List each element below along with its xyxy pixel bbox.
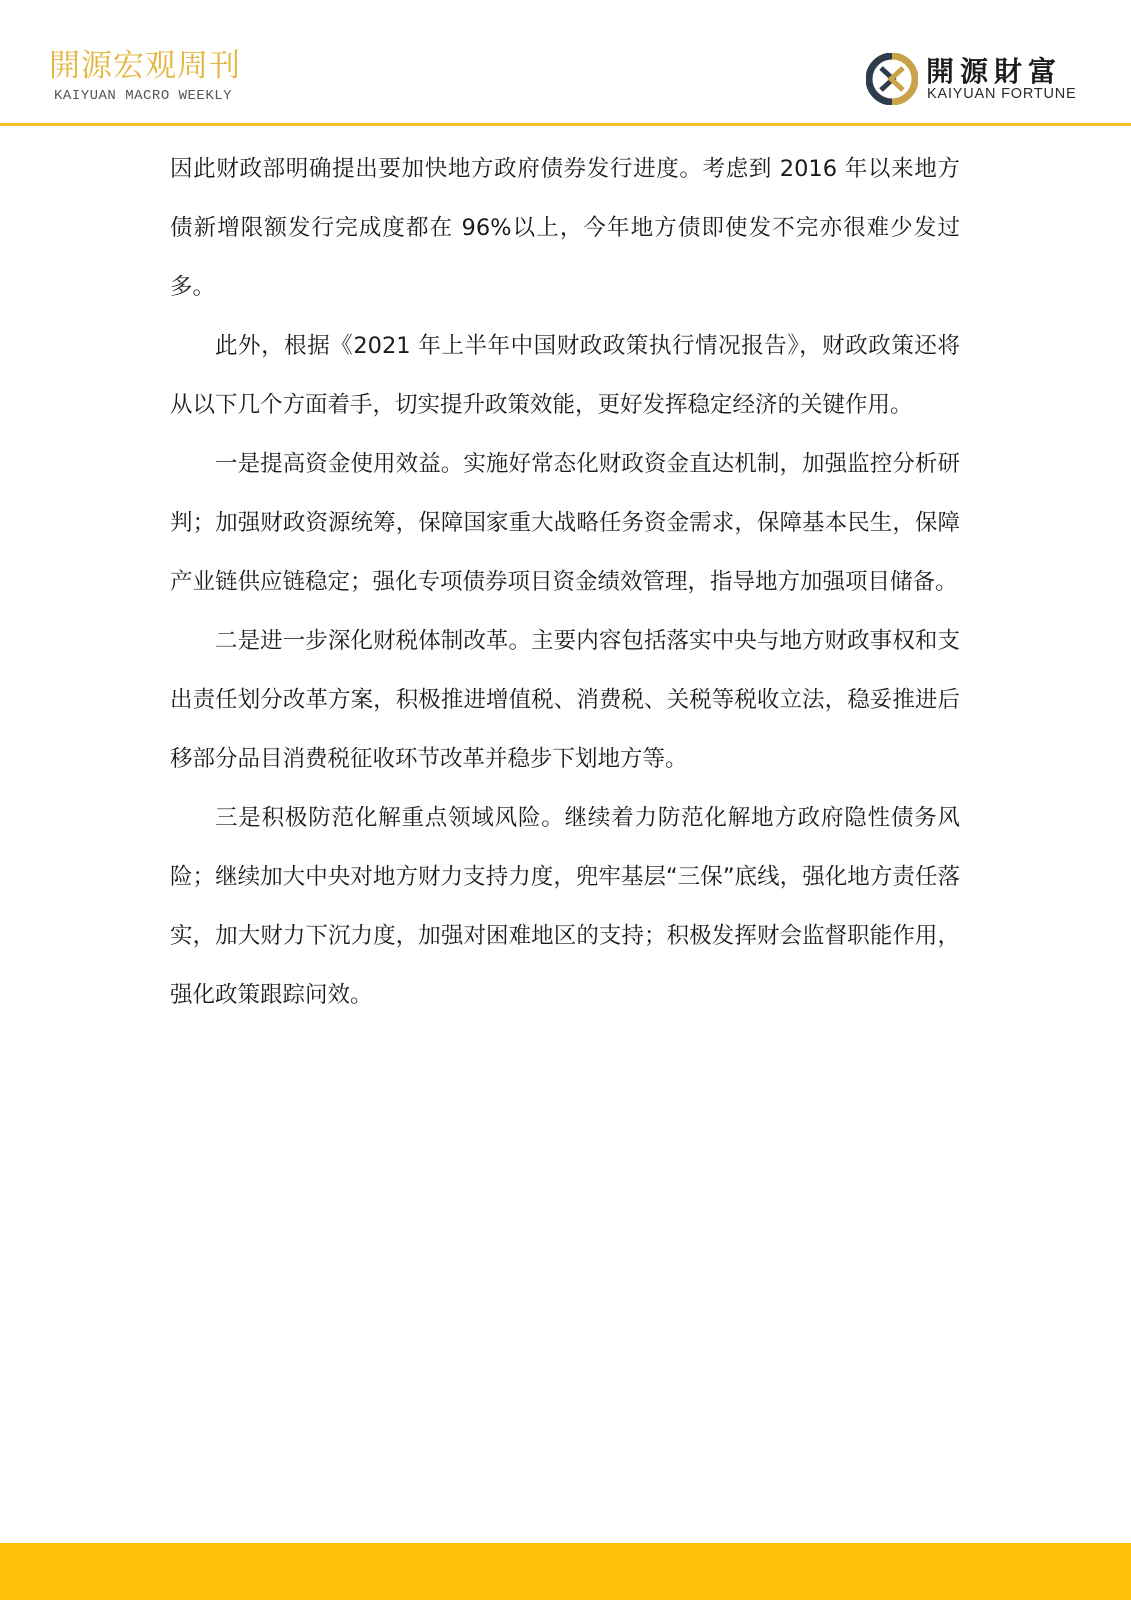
paragraph: 三是积极防范化解重点领域风险。继续着力防范化解地方政府隐性债务风险；继续加大中央对地方财力支持力度，兜牢基层“三保”底线，强化地方责任落实，加大财力下沉力度，加强对困难地区的支持；积极发挥财会监督职能作用，强化政策跟踪问效。 (170, 805, 960, 1008)
paragraph: 此外，根据《2021 年上半年中国财政政策执行情况报告》，财政政策还将从以下几个方面着手，切实提升政策效能，更好发挥稳定经济的关键作用。 (170, 333, 960, 418)
kaiyuan-k-logo-icon (866, 53, 918, 105)
publication-subtitle: KAIYUAN MACRO WEEKLY (54, 88, 233, 104)
paragraph: 一是提高资金使用效益。实施好常态化财政资金直达机制，加强监控分析研判；加强财政资源统筹，保障国家重大战略任务资金需求，保障基本民生，保障产业链供应链稳定；强化专项债券项目资金绩效管理，指导地方加强项目储备。 (170, 451, 960, 595)
paragraph: 二是进一步深化财税体制改革。主要内容包括落实中央与地方财政事权和支出责任划分改革方案，积极推进增值税、消费税、关税等税收立法，稳妥推进后移部分品目消费税征收环节改革并稳步下划地方等。 (170, 628, 960, 772)
publication-title: 開源宏观周刊 (49, 48, 241, 84)
header-divider (0, 123, 1131, 126)
page-header (0, 0, 1131, 126)
brand-english-name: KAIYUAN FORTUNE (927, 86, 1077, 102)
footer-band (0, 1543, 1131, 1600)
paragraph: 因此财政部明确提出要加快地方政府债券发行进度。考虑到 2016 年以来地方债新增限额发行完成度都在 96%以上，今年地方债即使发不完亦很难少发过多。 (170, 156, 960, 300)
brand-block (866, 48, 1096, 108)
brand-name: 開源財富 (926, 55, 1063, 88)
article-body (170, 140, 960, 1025)
